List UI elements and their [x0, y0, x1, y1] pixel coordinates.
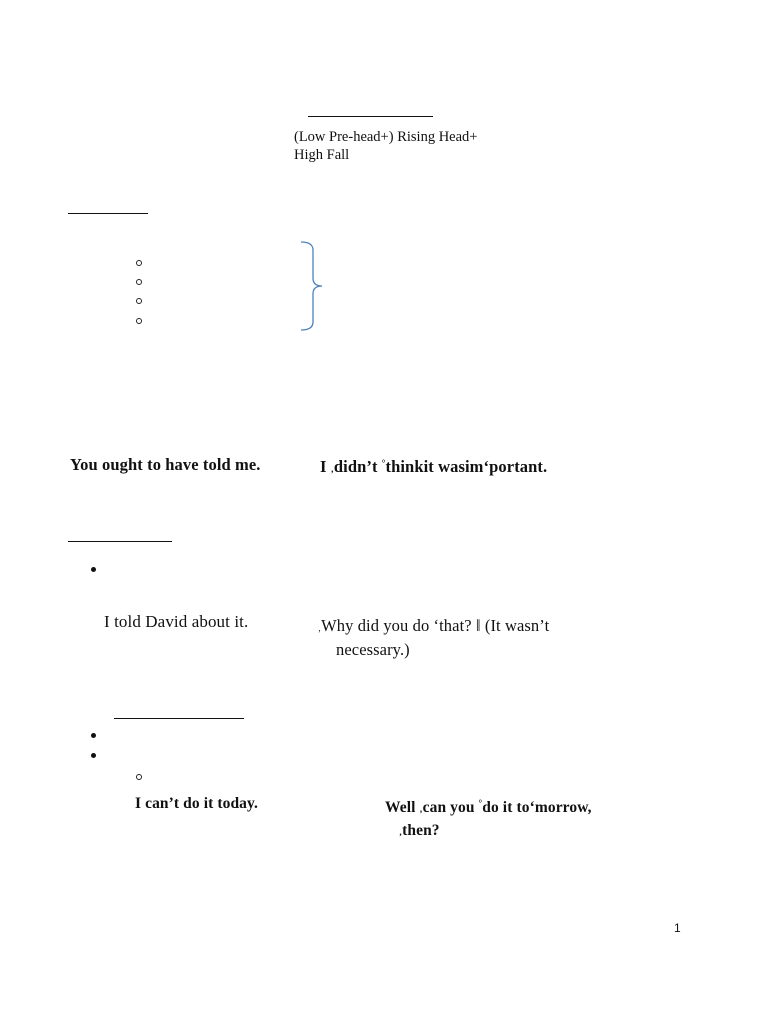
list-bullet-circle-2	[136, 279, 142, 285]
example-2-line-1	[318, 615, 549, 639]
example-3-line-2	[385, 820, 592, 843]
example-3-response	[385, 797, 592, 843]
example-1-text-b: didn’t	[333, 457, 382, 476]
list-bullet-circle-5	[136, 774, 142, 780]
example-3-prompt: I can’t do it today.	[135, 795, 258, 812]
stress-mark: °	[478, 798, 483, 808]
title-line-1: (Low Pre-head+) Rising Head+	[294, 129, 478, 145]
list-bullet-dot-3	[91, 753, 96, 758]
example-3-text-a: Well	[385, 799, 420, 816]
low-rise-mark: ‚	[419, 804, 423, 814]
title-underline	[308, 116, 433, 117]
list-bullet-dot-1	[91, 567, 96, 572]
title-block	[294, 128, 477, 164]
section-heading-underline-3	[114, 718, 244, 719]
stress-mark: °	[381, 458, 386, 468]
list-bullet-circle-4	[136, 318, 142, 324]
list-bullet-circle-1	[136, 260, 142, 266]
example-1-text-a: I	[320, 457, 331, 476]
example-1-text-c: thinkit wasim	[385, 457, 484, 476]
example-2-line-2: necessary.)	[336, 640, 410, 659]
example-1-text-d: portant.	[489, 457, 548, 476]
low-rise-mark: ‚	[399, 827, 403, 837]
example-1-prompt: You ought to have told me.	[70, 455, 261, 474]
example-3-text-b: can you	[422, 799, 479, 816]
low-rise-mark: ‚	[318, 623, 322, 633]
list-bullet-dot-2	[91, 733, 96, 738]
fall-mark: ‘	[483, 457, 490, 476]
example-3-line-1	[385, 797, 592, 820]
example-2-text: Why did you do ‘that? ‖ (It wasn’t	[321, 616, 550, 635]
example-3-text-c: do it to	[482, 799, 530, 816]
fall-mark: ‘	[529, 799, 535, 816]
section-heading-underline-1	[68, 213, 148, 214]
example-2-response	[318, 615, 549, 661]
example-3-text-e: then?	[402, 822, 440, 839]
page-number: 1	[674, 921, 681, 935]
section-heading-underline-2	[68, 541, 172, 542]
example-2-prompt: I told David about it.	[104, 612, 249, 631]
example-1-response	[320, 457, 547, 477]
right-brace-icon	[298, 238, 328, 334]
low-rise-mark: ‚	[330, 464, 334, 474]
example-3-text-d: morrow,	[534, 799, 592, 816]
list-bullet-circle-3	[136, 298, 142, 304]
title-line-2: High Fall	[294, 147, 350, 163]
